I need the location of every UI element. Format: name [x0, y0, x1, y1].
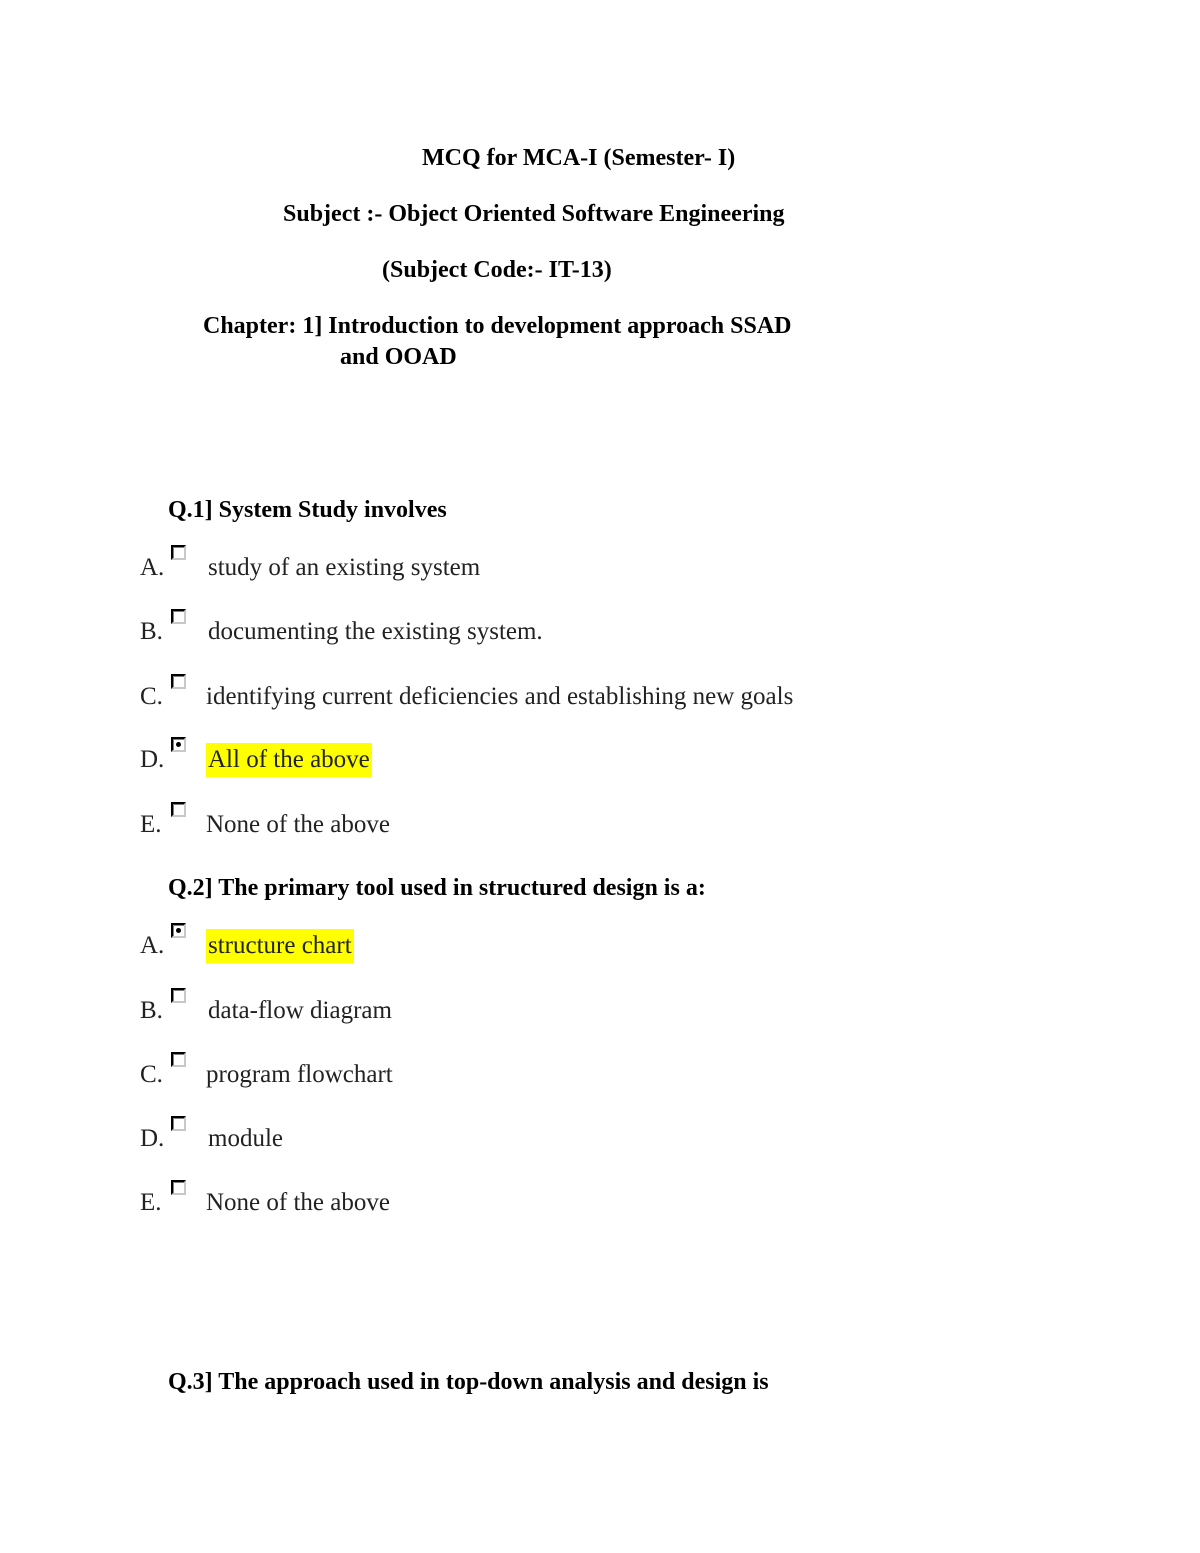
- question-2-text: Q.2] The primary tool used in structured design is a:: [168, 875, 706, 901]
- radio-button-icon[interactable]: [171, 802, 186, 817]
- option-text-highlighted: All of the above: [206, 743, 372, 777]
- option-text: module: [208, 1125, 283, 1152]
- option-letter: B.: [140, 997, 163, 1024]
- radio-button-icon[interactable]: [171, 674, 186, 689]
- option-text: data-flow diagram: [208, 997, 392, 1024]
- option-letter: E.: [140, 1189, 162, 1216]
- chapter-line-1: Chapter: 1] Introduction to development approach SSAD: [203, 313, 792, 339]
- option-letter: D.: [140, 746, 165, 773]
- option-text: program flowchart: [206, 1061, 393, 1088]
- option-letter: C.: [140, 683, 163, 710]
- option-letter: E.: [140, 811, 162, 838]
- question-1-text: Q.1] System Study involves: [168, 497, 447, 523]
- option-text-highlighted: structure chart: [206, 929, 354, 963]
- option-letter: B.: [140, 618, 163, 645]
- chapter-line-2: and OOAD: [340, 344, 457, 370]
- option-text: documenting the existing system.: [208, 618, 543, 645]
- question-3-text: Q.3] The approach used in top-down analysis and design is: [168, 1369, 769, 1395]
- radio-button-icon[interactable]: [171, 1052, 186, 1067]
- option-letter: D.: [140, 1125, 165, 1152]
- document-title: MCQ for MCA-I (Semester- I): [422, 145, 736, 171]
- subject-code-line: (Subject Code:- IT-13): [382, 257, 612, 283]
- radio-button-icon[interactable]: [171, 1116, 186, 1131]
- option-letter: A.: [140, 932, 165, 959]
- option-text: study of an existing system: [208, 554, 481, 581]
- radio-button-icon[interactable]: [171, 988, 186, 1003]
- radio-button-selected-icon[interactable]: [171, 737, 186, 752]
- radio-button-icon[interactable]: [171, 609, 186, 624]
- option-letter: C.: [140, 1061, 163, 1088]
- option-letter: A.: [140, 554, 165, 581]
- subject-line: Subject :- Object Oriented Software Engineering: [283, 201, 785, 227]
- option-text: None of the above: [206, 811, 390, 838]
- option-text: None of the above: [206, 1189, 390, 1216]
- option-text: identifying current deficiencies and establishing new goals: [206, 683, 794, 710]
- radio-button-selected-icon[interactable]: [171, 923, 186, 938]
- radio-button-icon[interactable]: [171, 1180, 186, 1195]
- radio-button-icon[interactable]: [171, 545, 186, 560]
